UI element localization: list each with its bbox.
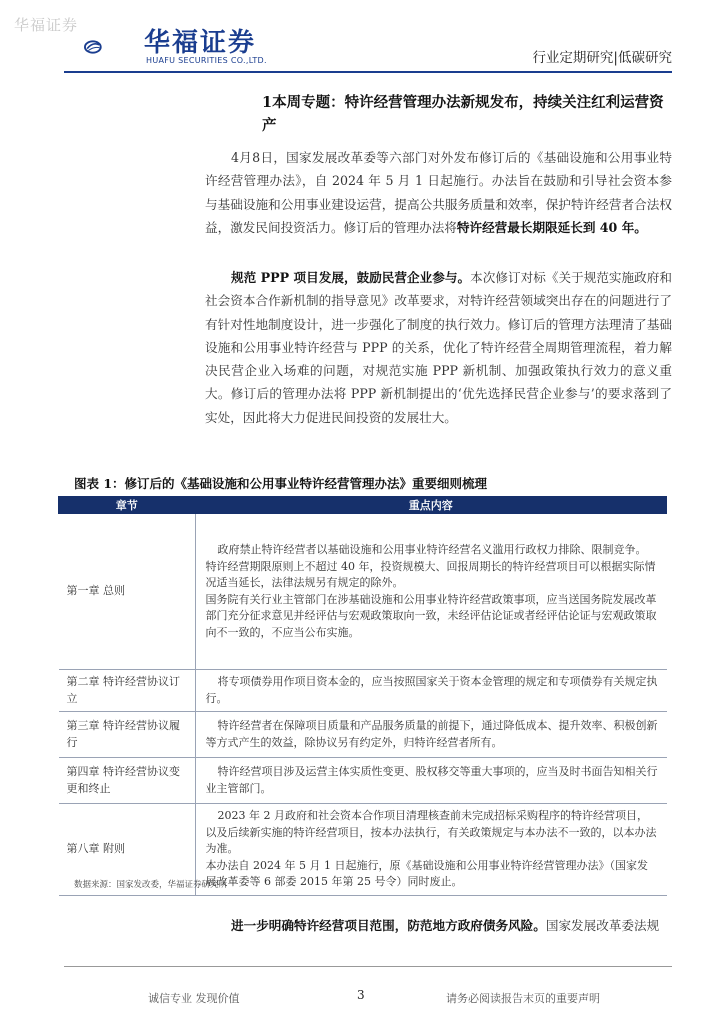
footer-disclaimer: 请务必阅读报告末页的重要声明 (446, 992, 600, 1005)
paragraph-3-text: 国家发展改革委法规 (545, 918, 660, 933)
table-row (59, 712, 667, 758)
content-cell (195, 670, 667, 712)
logo-cn: 华福证券 (144, 28, 257, 58)
chapter-cell: 第二章 特许经营协议订立 (59, 670, 196, 712)
paragraph-3-emphasis: 进一步明确特许经营项目范围，防范地方政府债务风险。 (231, 918, 546, 933)
logo-en: HUAFU SECURITIES CO.,LTD. (146, 56, 267, 65)
content-line: 将专项债券用作项目资本金的，应当按照国家关于资本金管理的规定和专项债券有关规定执行。 (205, 675, 658, 705)
huafu-logo-icon (84, 22, 144, 72)
paragraph-3 (205, 914, 672, 937)
table-header-row (59, 497, 667, 514)
chapter-cell: 第四章 特许经营协议变更和终止 (59, 758, 196, 804)
content-line: 特许经营者在保障项目质量和产品服务质量的前提下，通过降低成本、提升效率、积极创新等方式产生的效益，除协议另有约定外，归特许经营者所有。 (205, 719, 658, 749)
paragraph-2-text: 本次修订对标《关于规范实施政府和社会资本合作新机制的指导意见》改革要求，对特许经营领域突出存在的问题进行了有针对性地制度设计，进一步强化了制度的执行效力。修订后的管理方法理清了基础设施和公用事业特许经营与 PPP 的关系，优化了特许经营全周期管理流程，着力解决民营企业入场难的问题，对规范实施 PPP 新机制、加强政策执行效力的意义重大。修订后的管理办法将 PPP 新机制提出的‘优先选择民营企业参与’的要求落到了实处，因此将大力促进民间投资的发展壮大。 (205, 270, 672, 425)
content-line: 特许经营期限原则上不超过 40 年，投资规模大、回报周期长的特许经营项目可以根据实际情况适当延长，法律法规另有规定的除外。 (205, 559, 656, 589)
column-header-content: 重点内容 (195, 497, 667, 514)
header-divider (64, 71, 672, 73)
watermark: 华福证券 (14, 16, 79, 34)
content-cell (195, 804, 667, 896)
data-source: 数据来源：国家发改委，华福证券研究所 (74, 880, 228, 890)
rules-table (58, 496, 667, 896)
paragraph-2 (205, 266, 672, 429)
table-row (59, 758, 667, 804)
content-line: 政府禁止特许经营者以基础设施和公用事业特许经营名义滥用行政权力排除、限制竞争。 (217, 543, 647, 556)
figure-title: 图表 1：修订后的《基础设施和公用事业特许经营管理办法》重要细则梳理 (74, 476, 488, 491)
content-line: 本办法自 2024 年 5 月 1 日起施行，原《基础设施和公用事业特许经营管理办法》（国家发展改革委等 6 部委 2015 年第 25 号令）同时废止。 (205, 858, 648, 889)
page-number: 3 (357, 988, 365, 1002)
content-cell (195, 758, 667, 804)
content-line: 2023 年 2 月政府和社会资本合作项目清理核查前未完成招标采购程序的特许经营项目，以及后续新实施的特许经营项目，按本办法执行，有关政策规定与本办法不一致的，以本办法为准。 (205, 809, 657, 856)
paragraph-2-emphasis: 规范 PPP 项目发展，鼓励民营企业参与。 (231, 270, 471, 285)
footer-slogan: 诚信专业 发现价值 (148, 992, 240, 1005)
content-cell (195, 712, 667, 758)
chapter-cell: 第八章 附则 (59, 804, 196, 896)
report-category: 行业定期研究|低碳研究 (532, 50, 672, 66)
chapter-cell: 第一章 总则 (59, 514, 196, 670)
paragraph-1-emphasis: 特许经营最长期限延长到 40 年。 (456, 219, 647, 235)
table-row (59, 514, 667, 670)
chapter-cell: 第三章 特许经营协议履行 (59, 712, 196, 758)
table-row (59, 670, 667, 712)
paragraph-1 (205, 146, 672, 239)
content-line: 特许经营项目涉及运营主体实质性变更、股权移交等重大事项的，应当及时书面告知相关行业主管部门。 (205, 765, 658, 795)
section-title: 1本周专题：特许经营管理办法新规发布，持续关注红利运营资产 (262, 94, 664, 134)
paragraph-1-text: 4月8日，国家发展改革委等六部门对外发布修订后的《基础设施和公用事业特许经营管理办法》，自 2024 年 5 月 1 日起施行。办法旨在鼓励和引导社会资本参与基础设施和公用事业建设运营，提高公共服务质量和效率，保护特许经营者合法权益，激发民间投资活力。修订后的管理办法将 (205, 150, 672, 235)
content-line: 国务院有关行业主管部门在涉基础设施和公用事业特许经营政策事项，应当送国务院发展改革部门充分征求意见并经评估与宏观政策取向一致，未经评估论证或者经评估论证与宏观政策取向不一致的，不应当公布实施。 (205, 592, 657, 639)
footer-divider (64, 966, 672, 967)
column-header-chapter: 章节 (59, 497, 196, 514)
content-cell (195, 514, 667, 670)
